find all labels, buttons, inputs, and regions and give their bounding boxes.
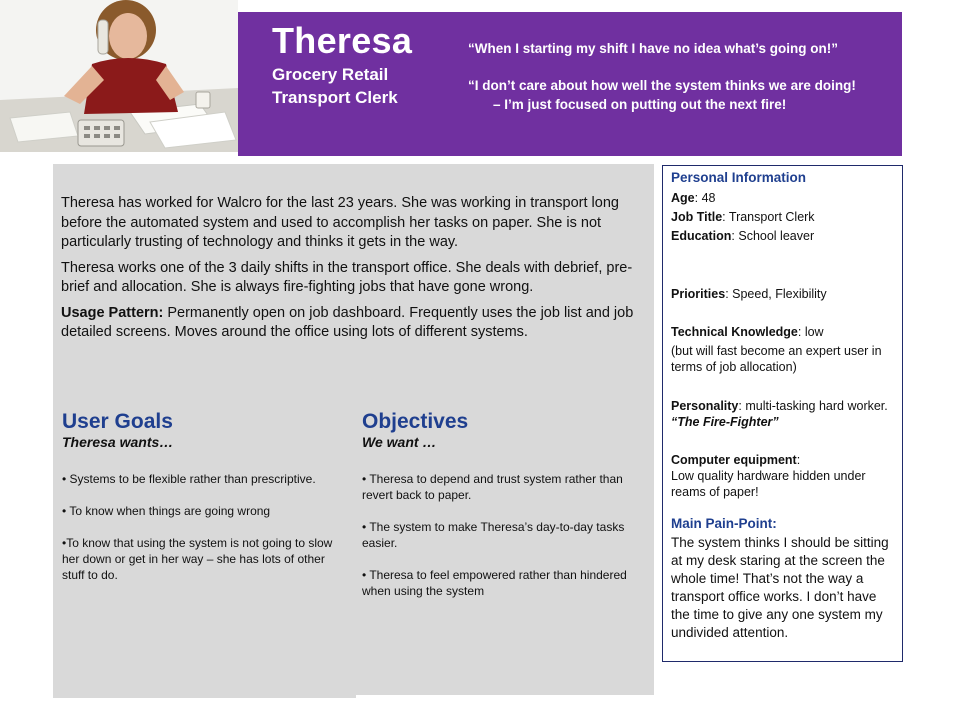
technical-knowledge-value: : low bbox=[797, 325, 824, 339]
persona-description-panel bbox=[53, 164, 654, 695]
usage-pattern bbox=[61, 304, 646, 343]
persona-quote-2-line-2: – I’m just focused on putting out the next fire! bbox=[493, 97, 787, 112]
education-label: Education bbox=[671, 229, 732, 243]
user-goals-section bbox=[62, 410, 347, 599]
user-goal-item: • To know when things are going wrong bbox=[62, 504, 271, 518]
persona-job-title: Transport Clerk bbox=[272, 88, 398, 107]
persona-quote-2-line-1: “I don’t care about how well the system thinks we are doing! bbox=[468, 78, 856, 93]
priorities-label: Priorities bbox=[671, 287, 726, 301]
user-goals-subtitle: Theresa wants… bbox=[62, 434, 174, 450]
personal-information-heading: Personal Information bbox=[671, 170, 807, 185]
usage-pattern-text: Permanently open on job dashboard. Frequently uses the job list and job detailed screens. Moves around the office using lots of different systems. bbox=[61, 304, 634, 340]
main-pain-point-text: The system thinks I should be sitting at my desk staring at the screen the whole time! That’s not the way a transport office works. I don’t have the time to give any one system my undivided attention. bbox=[671, 535, 889, 640]
technical-knowledge-label: Technical Knowledge bbox=[671, 325, 798, 339]
main-pain-point-heading: Main Pain-Point: bbox=[671, 516, 777, 531]
job-title-row bbox=[671, 209, 897, 225]
persona-header-banner bbox=[238, 12, 902, 156]
persona-quote-1: “When I starting my shift I have no idea what’s going on!” bbox=[468, 41, 839, 56]
technical-knowledge-row bbox=[671, 324, 897, 340]
persona-quote-2 bbox=[468, 76, 856, 114]
objectives-title: Objectives bbox=[362, 410, 469, 433]
job-title-value: : Transport Clerk bbox=[722, 210, 815, 224]
personality-value: : multi-tasking hard worker. bbox=[738, 399, 888, 413]
age-value: : 48 bbox=[694, 191, 716, 205]
personal-information-box bbox=[662, 165, 903, 662]
job-title-label: Job Title bbox=[671, 210, 723, 224]
persona-background bbox=[61, 194, 646, 349]
persona-illustration bbox=[0, 0, 238, 152]
user-goal-item: • Systems to be flexible rather than prescriptive. bbox=[62, 472, 316, 486]
age-label: Age bbox=[671, 191, 695, 205]
education-row bbox=[671, 228, 897, 244]
user-goal-item: •To know that using the system is not going to slow her down or get in her way – she has lots of other stuff to do. bbox=[62, 536, 333, 582]
technical-knowledge-note: (but will fast become an expert user in terms of job allocation) bbox=[671, 344, 882, 374]
computer-equipment-row bbox=[671, 452, 897, 500]
objective-item: • Theresa to depend and trust system rather than revert back to paper. bbox=[362, 472, 623, 502]
usage-pattern-label: Usage Pattern: bbox=[61, 304, 164, 321]
priorities-value: : Speed, Flexibility bbox=[725, 287, 827, 301]
user-goals-title: User Goals bbox=[62, 410, 173, 433]
panel-bottom-edge bbox=[53, 695, 356, 698]
personality-row bbox=[671, 398, 897, 430]
personality-nickname: “The Fire-Fighter” bbox=[671, 415, 779, 429]
computer-equipment-label: Computer equipment bbox=[671, 453, 797, 467]
education-value: : School leaver bbox=[731, 229, 815, 243]
personality-label: Personality bbox=[671, 399, 739, 413]
computer-equipment-colon: : bbox=[796, 453, 801, 467]
computer-equipment-text: Low quality hardware hidden under reams of paper! bbox=[671, 469, 866, 499]
objective-item: • The system to make Theresa’s day-to-day tasks easier. bbox=[362, 520, 625, 550]
age-row bbox=[671, 190, 897, 206]
persona-industry: Grocery Retail bbox=[272, 65, 389, 84]
objectives-subtitle: We want … bbox=[362, 434, 437, 450]
objective-item: • Theresa to feel empowered rather than hindered when using the system bbox=[362, 568, 627, 598]
priorities-row bbox=[671, 286, 897, 302]
objectives-section bbox=[362, 410, 647, 615]
persona-name: Theresa bbox=[272, 20, 413, 61]
persona-photo bbox=[0, 0, 238, 152]
background-paragraph-2: Theresa works one of the 3 daily shifts in the transport office. She deals with debrief, pre-brief and allocation. She is always fire-fighting jobs that have gone wrong. bbox=[61, 259, 633, 295]
background-paragraph-1: Theresa has worked for Walcro for the last 23 years. She was working in transport long before the automated system and used to accomplish her tasks on paper. She is not particularly trusting of technology and thinks it gets in the way. bbox=[61, 195, 619, 250]
